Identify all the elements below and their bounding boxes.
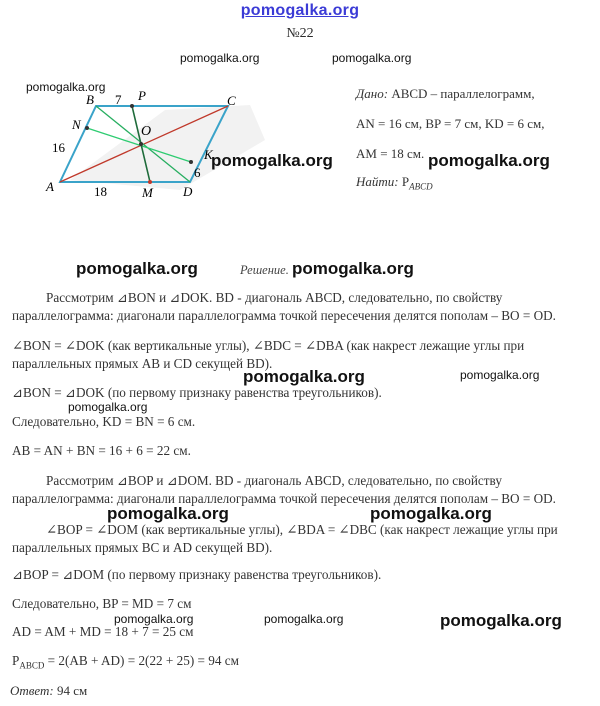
watermark: pomogalka.org xyxy=(292,259,414,278)
watermark: pomogalka.org xyxy=(114,612,194,626)
label-c: C xyxy=(227,93,236,108)
label-18: 18 xyxy=(94,184,107,199)
label-p: P xyxy=(138,88,146,103)
point-o xyxy=(139,142,143,146)
point-p xyxy=(130,104,134,108)
given-line-1 xyxy=(356,86,535,102)
paragraph: параллельных прямых BC и AD секущей BD). xyxy=(12,540,273,555)
label-16: 16 xyxy=(52,140,65,155)
point-k xyxy=(189,160,193,164)
solution-title: Решение. xyxy=(240,263,289,277)
label-6: 6 xyxy=(194,165,201,180)
watermark: pomogalka.org xyxy=(370,504,492,523)
label-m: M xyxy=(142,185,153,200)
paragraph: ∠BON = ∠DOK (как вертикальные углы), ∠BDC = ∠DBA (как накрест лежащие углы при xyxy=(12,338,525,353)
label-d: D xyxy=(183,184,193,199)
watermark: pomogalka.org xyxy=(76,259,198,278)
watermark: pomogalka.org xyxy=(460,368,540,382)
label-o: O xyxy=(141,124,152,139)
label-n: N xyxy=(72,117,81,132)
find-line: Найти: $P_{ABCD}$ xyxy=(356,174,433,192)
site-header-link[interactable]: pomogalka.org xyxy=(240,2,360,19)
given-line-3: AM = 18 см. xyxy=(356,146,425,161)
label-7: 7 xyxy=(115,92,122,107)
watermark: pomogalka.org xyxy=(211,151,333,170)
watermark: pomogalka.org xyxy=(26,80,106,94)
answer-value: 94 см xyxy=(57,683,88,698)
paragraph: параллелограмма: диагонали параллелограмма точкой пересечения делятся пополам – BO = OD. xyxy=(12,491,556,506)
given-line-2: AN = 16 см, BP = 7 см, KD = 6 см, xyxy=(356,116,545,131)
label-b: B xyxy=(86,92,94,107)
perimeter-line: $P_{ABCD} = 2(AB + AD) = 2(22 + 25) = 94$ см xyxy=(12,653,239,671)
find-label: Найти: xyxy=(356,174,399,189)
watermark: pomogalka.org xyxy=(264,612,344,626)
paragraph: Рассмотрим ⊿BON и ⊿DOK. BD - диагональ ABCD, следовательно, по свойству xyxy=(46,290,503,305)
paragraph: Рассмотрим ⊿BOP и ⊿DOM. BD - диагональ ABCD, следовательно, по свойству xyxy=(46,473,502,488)
point-n xyxy=(85,126,89,130)
watermark: pomogalka.org xyxy=(180,51,260,65)
paragraph: параллелограмма: диагонали параллелограмма точкой пересечения делятся пополам – BO = OD. xyxy=(12,308,556,323)
label-a: A xyxy=(46,179,54,194)
paragraph: параллельных прямых AB и CD секущей BD). xyxy=(12,356,273,371)
watermark: pomogalka.org xyxy=(107,504,229,523)
given-label: Дано: xyxy=(356,86,389,101)
paragraph: ⊿BOP = ⊿DOM (по первому признаку равенства треугольников). xyxy=(12,567,382,582)
paragraph: AB = AN + BN = 16 + 6 = 22 см. xyxy=(12,443,191,458)
point-m xyxy=(148,180,152,184)
paragraph: Следовательно, KD = BN = 6 см. xyxy=(12,414,196,429)
paragraph: ∠BOP = ∠DOM (как вертикальные углы), ∠BDA = ∠DBC (как накрест лежащие углы при xyxy=(46,522,558,537)
watermark: pomogalka.org xyxy=(243,367,365,386)
paragraph: ⊿BON = ⊿DOK (по первому признаку равенства треугольников). xyxy=(12,385,382,400)
label-k: K xyxy=(204,147,213,162)
answer-line xyxy=(10,683,87,699)
answer-label: Ответ: xyxy=(10,683,54,698)
watermark: pomogalka.org xyxy=(440,611,562,630)
watermark: pomogalka.org xyxy=(428,151,550,170)
watermark: pomogalka.org xyxy=(332,51,412,65)
paragraph: Следовательно, BP = MD = 7 см xyxy=(12,596,192,611)
given-text: ABCD – параллелограмм, xyxy=(391,86,535,101)
watermark: pomogalka.org xyxy=(68,400,148,414)
paragraph: AD = AM + MD = 18 + 7 = 25 см xyxy=(12,624,194,639)
problem-number: №22 xyxy=(286,26,314,41)
